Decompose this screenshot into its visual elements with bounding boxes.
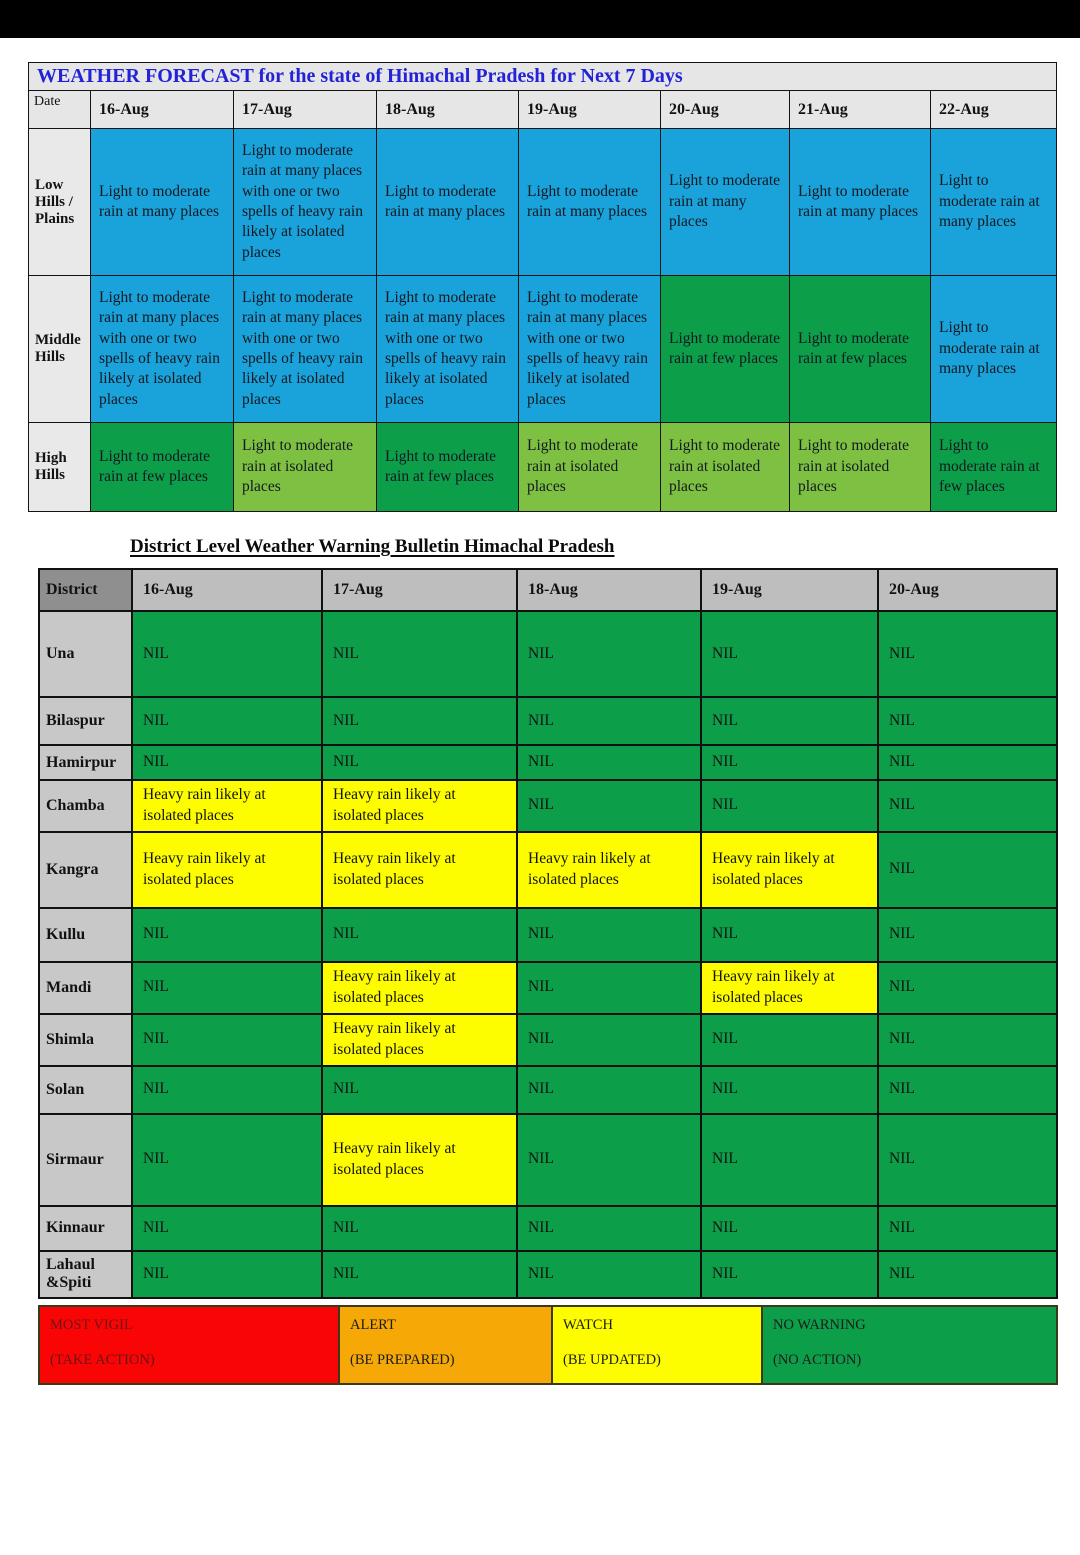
bulletin-cell: NIL bbox=[322, 1206, 517, 1251]
legend-title: ALERT bbox=[350, 1317, 396, 1333]
bulletin-cell: Heavy rain likely at isolated places bbox=[322, 1114, 517, 1206]
bulletin-cell: NIL bbox=[701, 1251, 878, 1298]
legend-cell bbox=[339, 1306, 552, 1384]
bulletin-cell: Heavy rain likely at isolated places bbox=[322, 1014, 517, 1066]
forecast-date-row bbox=[29, 91, 1057, 129]
bulletin-cell: NIL bbox=[322, 908, 517, 962]
bulletin-cell: NIL bbox=[878, 1066, 1057, 1114]
bulletin-row bbox=[39, 780, 1057, 832]
bulletin-cell: NIL bbox=[517, 745, 701, 780]
bulletin-cell: NIL bbox=[701, 1014, 878, 1066]
forecast-table-title: WEATHER FORECAST for the state of Himachal Pradesh for Next 7 Days bbox=[29, 63, 1057, 91]
bulletin-cell: NIL bbox=[878, 611, 1057, 697]
forecast-cell: Light to moderate rain at many places bbox=[931, 276, 1057, 423]
forecast-date-header: 16-Aug bbox=[91, 91, 234, 129]
forecast-date-header: 20-Aug bbox=[661, 91, 790, 129]
bulletin-cell: NIL bbox=[132, 908, 322, 962]
bulletin-date-header: 18-Aug bbox=[517, 569, 701, 611]
forecast-table bbox=[28, 62, 1057, 512]
forecast-cell: Light to moderate rain at many places with one or two spells of heavy rain likely at isolated places bbox=[377, 276, 519, 423]
bulletin-cell: NIL bbox=[517, 1251, 701, 1298]
forecast-cell: Light to moderate rain at isolated places bbox=[519, 423, 661, 512]
bulletin-cell: NIL bbox=[517, 1066, 701, 1114]
bulletin-cell: NIL bbox=[517, 1114, 701, 1206]
bulletin-cell: NIL bbox=[132, 1014, 322, 1066]
bulletin-cell: Heavy rain likely at isolated places bbox=[322, 780, 517, 832]
bulletin-cell: NIL bbox=[878, 832, 1057, 908]
bulletin-table bbox=[38, 568, 1058, 1299]
bulletin-district-name: Solan bbox=[39, 1066, 132, 1114]
bulletin-row bbox=[39, 908, 1057, 962]
bulletin-cell: NIL bbox=[517, 780, 701, 832]
bulletin-cell: NIL bbox=[517, 1206, 701, 1251]
legend-subtitle: (BE PREPARED) bbox=[350, 1352, 455, 1368]
bulletin-row bbox=[39, 962, 1057, 1014]
forecast-cell: Light to moderate rain at many places bbox=[661, 129, 790, 276]
forecast-cell: Light to moderate rain at few places bbox=[377, 423, 519, 512]
bulletin-cell: Heavy rain likely at isolated places bbox=[517, 832, 701, 908]
bulletin-date-header: 16-Aug bbox=[132, 569, 322, 611]
bulletin-cell: NIL bbox=[517, 611, 701, 697]
forecast-cell: Light to moderate rain at many places with one or two spells of heavy rain likely at isolated places bbox=[91, 276, 234, 423]
bulletin-row bbox=[39, 697, 1057, 745]
bulletin-cell: Heavy rain likely at isolated places bbox=[132, 832, 322, 908]
forecast-cell: Light to moderate rain at many places with one or two spells of heavy rain likely at isolated places bbox=[519, 276, 661, 423]
forecast-row-label: Middle Hills bbox=[29, 276, 91, 423]
bulletin-row bbox=[39, 1114, 1057, 1206]
legend-title: MOST VIGIL bbox=[50, 1317, 133, 1333]
forecast-cell: Light to moderate rain at few places bbox=[91, 423, 234, 512]
bulletin-cell: NIL bbox=[701, 780, 878, 832]
forecast-date-header: 17-Aug bbox=[234, 91, 377, 129]
bulletin-cell: NIL bbox=[322, 745, 517, 780]
bulletin-date-header: 17-Aug bbox=[322, 569, 517, 611]
legend-row bbox=[39, 1306, 1057, 1384]
forecast-date-header: 18-Aug bbox=[377, 91, 519, 129]
bulletin-cell: NIL bbox=[878, 1251, 1057, 1298]
bulletin-cell: NIL bbox=[878, 908, 1057, 962]
forecast-row-label: Low Hills / Plains bbox=[29, 129, 91, 276]
bulletin-cell: NIL bbox=[132, 697, 322, 745]
bulletin-cell: NIL bbox=[322, 611, 517, 697]
bulletin-row bbox=[39, 832, 1057, 908]
bulletin-cell: NIL bbox=[701, 1206, 878, 1251]
legend-cell bbox=[39, 1306, 339, 1384]
forecast-cell: Light to moderate rain at isolated places bbox=[234, 423, 377, 512]
forecast-cell: Light to moderate rain at isolated places bbox=[661, 423, 790, 512]
bulletin-cell: NIL bbox=[701, 611, 878, 697]
bulletin-cell: NIL bbox=[132, 1066, 322, 1114]
bulletin-row bbox=[39, 1206, 1057, 1251]
top-black-bar bbox=[0, 0, 1080, 38]
bulletin-cell: NIL bbox=[322, 1066, 517, 1114]
bulletin-header-row bbox=[39, 569, 1057, 611]
bulletin-district-name: Kullu bbox=[39, 908, 132, 962]
forecast-title-row bbox=[29, 63, 1057, 91]
bulletin-row bbox=[39, 1251, 1057, 1298]
bulletin-district-name: Bilaspur bbox=[39, 697, 132, 745]
bulletin-cell: NIL bbox=[878, 745, 1057, 780]
bulletin-date-header: 19-Aug bbox=[701, 569, 878, 611]
bulletin-cell: NIL bbox=[132, 1114, 322, 1206]
forecast-cell: Light to moderate rain at isolated places bbox=[790, 423, 931, 512]
bulletin-district-header: District bbox=[39, 569, 132, 611]
bulletin-row bbox=[39, 745, 1057, 780]
bulletin-cell: NIL bbox=[878, 697, 1057, 745]
bulletin-district-name: Sirmaur bbox=[39, 1114, 132, 1206]
bulletin-cell: NIL bbox=[132, 1251, 322, 1298]
bulletin-title: District Level Weather Warning Bulletin Himachal Pradesh bbox=[130, 536, 615, 557]
bulletin-cell: NIL bbox=[322, 1251, 517, 1298]
bulletin-cell: NIL bbox=[878, 1014, 1057, 1066]
bulletin-cell: Heavy rain likely at isolated places bbox=[701, 962, 878, 1014]
bulletin-cell: Heavy rain likely at isolated places bbox=[322, 832, 517, 908]
forecast-cell: Light to moderate rain at many places bbox=[931, 129, 1057, 276]
forecast-row-label: High Hills bbox=[29, 423, 91, 512]
bulletin-district-name: Una bbox=[39, 611, 132, 697]
bulletin-cell: NIL bbox=[701, 1114, 878, 1206]
legend-subtitle: (NO ACTION) bbox=[773, 1352, 862, 1368]
forecast-cell: Light to moderate rain at many places bbox=[91, 129, 234, 276]
bulletin-cell: Heavy rain likely at isolated places bbox=[132, 780, 322, 832]
forecast-cell: Light to moderate rain at many places bbox=[519, 129, 661, 276]
legend-title: WATCH bbox=[563, 1317, 613, 1333]
bulletin-district-name: Chamba bbox=[39, 780, 132, 832]
bulletin-cell: NIL bbox=[701, 745, 878, 780]
forecast-cell: Light to moderate rain at many places with one or two spells of heavy rain likely at isolated places bbox=[234, 129, 377, 276]
legend-table bbox=[38, 1305, 1058, 1385]
legend-title: NO WARNING bbox=[773, 1317, 866, 1333]
bulletin-district-name: Hamirpur bbox=[39, 745, 132, 780]
bulletin-date-header: 20-Aug bbox=[878, 569, 1057, 611]
bulletin-cell: NIL bbox=[517, 908, 701, 962]
bulletin-cell: NIL bbox=[517, 962, 701, 1014]
bulletin-cell: NIL bbox=[878, 1206, 1057, 1251]
legend-cell bbox=[762, 1306, 1057, 1384]
legend-cell bbox=[552, 1306, 762, 1384]
bulletin-cell: NIL bbox=[132, 962, 322, 1014]
bulletin-district-name: Mandi bbox=[39, 962, 132, 1014]
bulletin-district-name: Kangra bbox=[39, 832, 132, 908]
forecast-cell: Light to moderate rain at few places bbox=[661, 276, 790, 423]
bulletin-cell: NIL bbox=[701, 1066, 878, 1114]
bulletin-row bbox=[39, 1066, 1057, 1114]
forecast-cell: Light to moderate rain at many places bbox=[790, 129, 931, 276]
bulletin-cell: NIL bbox=[132, 1206, 322, 1251]
bulletin-row bbox=[39, 611, 1057, 697]
bulletin-cell: NIL bbox=[878, 780, 1057, 832]
forecast-cell: Light to moderate rain at many places bbox=[377, 129, 519, 276]
bulletin-cell: NIL bbox=[701, 697, 878, 745]
legend-subtitle: (TAKE ACTION) bbox=[50, 1352, 155, 1368]
bulletin-cell: NIL bbox=[878, 962, 1057, 1014]
forecast-date-label: Date bbox=[29, 91, 91, 129]
forecast-cell: Light to moderate rain at many places with one or two spells of heavy rain likely at isolated places bbox=[234, 276, 377, 423]
legend-subtitle: (BE UPDATED) bbox=[563, 1352, 661, 1368]
bulletin-row bbox=[39, 1014, 1057, 1066]
bulletin-cell: NIL bbox=[701, 908, 878, 962]
bulletin-district-name: Shimla bbox=[39, 1014, 132, 1066]
forecast-row bbox=[29, 129, 1057, 276]
bulletin-district-name: Kinnaur bbox=[39, 1206, 132, 1251]
bulletin-cell: NIL bbox=[132, 611, 322, 697]
forecast-row bbox=[29, 423, 1057, 512]
bulletin-cell: NIL bbox=[132, 745, 322, 780]
forecast-cell: Light to moderate rain at few places bbox=[931, 423, 1057, 512]
forecast-row bbox=[29, 276, 1057, 423]
bulletin-cell: Heavy rain likely at isolated places bbox=[701, 832, 878, 908]
bulletin-district-name: Lahaul &Spiti bbox=[39, 1251, 132, 1298]
bulletin-cell: NIL bbox=[517, 697, 701, 745]
bulletin-cell: NIL bbox=[517, 1014, 701, 1066]
bulletin-cell: Heavy rain likely at isolated places bbox=[322, 962, 517, 1014]
forecast-date-header: 22-Aug bbox=[931, 91, 1057, 129]
forecast-date-header: 21-Aug bbox=[790, 91, 931, 129]
forecast-date-header: 19-Aug bbox=[519, 91, 661, 129]
bulletin-cell: NIL bbox=[878, 1114, 1057, 1206]
forecast-cell: Light to moderate rain at few places bbox=[790, 276, 931, 423]
bulletin-cell: NIL bbox=[322, 697, 517, 745]
